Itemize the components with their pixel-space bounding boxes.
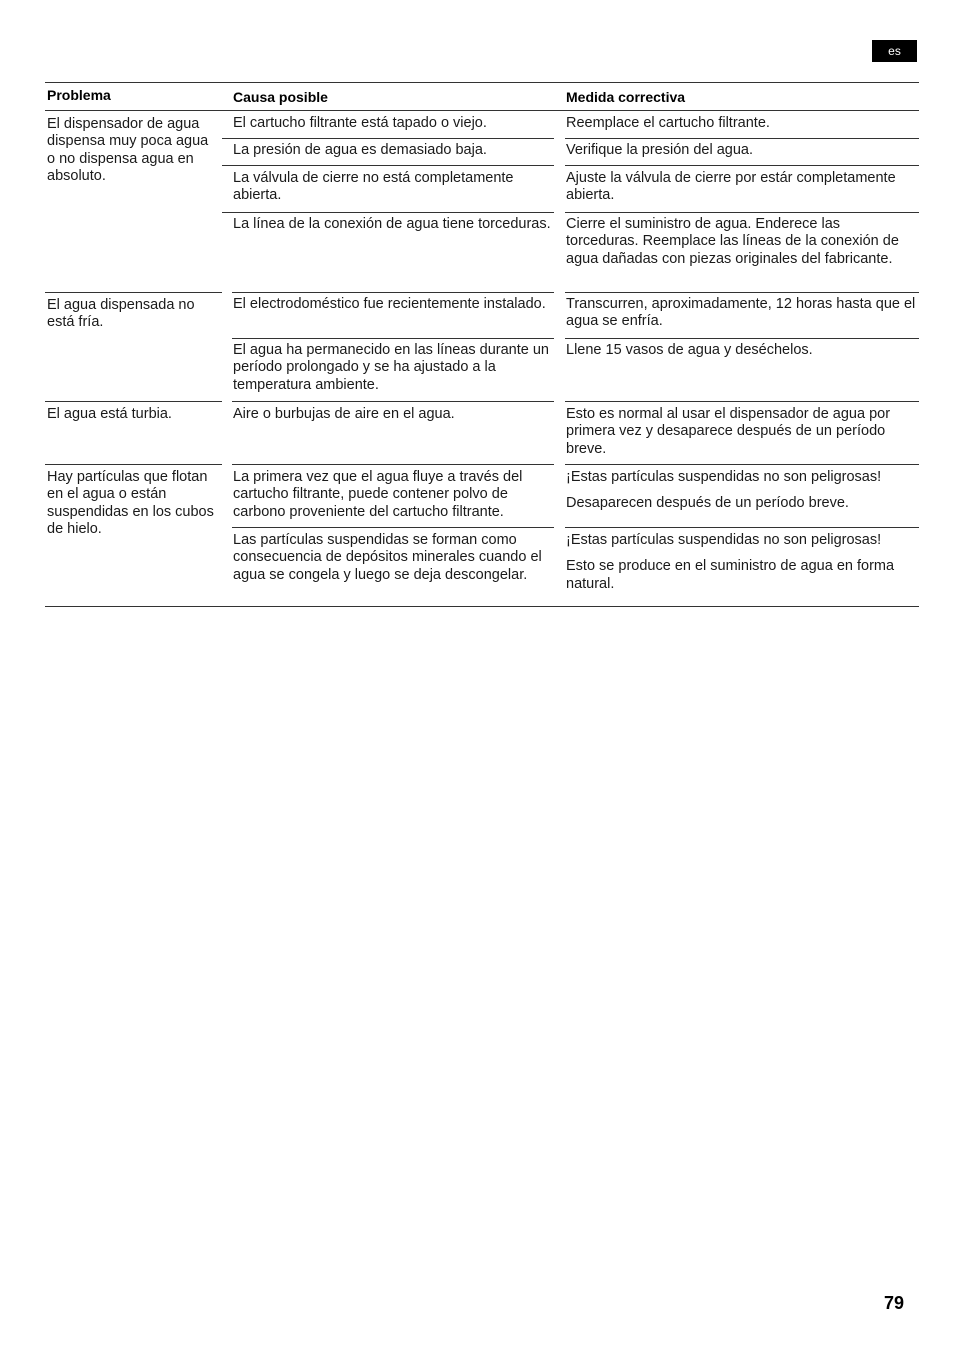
group-rule: [45, 401, 222, 402]
remedy-cell: Transcurren, aproximadamente, 12 horas hasta que el agua se enfría.: [566, 296, 916, 330]
remedy-cell: Reemplace el cartucho filtrante.: [566, 115, 770, 131]
page-number: 79: [884, 1293, 905, 1313]
remedy-paragraph: ¡Estas partículas suspendidas no son peligrosas!: [566, 469, 882, 485]
table-top-rule: [45, 82, 919, 83]
header-cause: Causa posible: [233, 89, 328, 105]
row-rule: [232, 527, 554, 528]
cause-cell: Las partículas suspendidas se forman como consecuencia de depósitos minerales cuando el agua se congela y luego se deja descongelar.: [233, 532, 542, 583]
row-rule: [232, 338, 554, 339]
problem-cell: Hay partículas que flotan en el agua o están suspendidas en los cubos de hielo.: [47, 469, 214, 538]
group-rule: [45, 464, 222, 465]
cause-cell: La válvula de cierre no está completamente abierta.: [233, 170, 514, 204]
remedy-paragraph: ¡Estas partículas suspendidas no son peligrosas!: [566, 532, 882, 548]
remedy-cell: Verifique la presión del agua.: [566, 142, 754, 158]
group-rule: [232, 401, 554, 402]
header-rule: [45, 110, 919, 111]
cause-cell: Aire o burbujas de aire en el agua.: [233, 406, 455, 422]
row-rule: [565, 138, 919, 139]
remedy-paragraph: Desaparecen después de un período breve.: [566, 495, 849, 512]
header-remedy: Medida correctiva: [566, 89, 686, 105]
row-rule: [222, 165, 554, 166]
cause-cell: El cartucho filtrante está tapado o viejo.: [233, 115, 487, 131]
problem-cell: El agua está turbia.: [47, 406, 172, 422]
cause-cell: La primera vez que el agua fluye a través del cartucho filtrante, puede contener polvo de carbono proveniente del cartucho filtrante.: [233, 469, 523, 520]
row-rule: [222, 212, 554, 213]
header-problem: Problema: [47, 87, 111, 103]
remedy-cell: [566, 469, 918, 513]
row-rule: [565, 527, 919, 528]
cause-cell: La presión de agua es demasiado baja.: [233, 142, 487, 158]
remedy-cell: Cierre el suministro de agua. Enderece las torceduras. Reemplace las líneas de la conexión de agua dañadas con piezas originales del fabricante.: [566, 216, 899, 267]
group-rule: [565, 464, 919, 465]
group-rule: [565, 292, 919, 293]
group-rule: [565, 401, 919, 402]
row-rule: [565, 165, 919, 166]
language-badge: es: [872, 40, 917, 62]
group-rule: [232, 292, 554, 293]
remedy-cell: Ajuste la válvula de cierre por estár completamente abierta.: [566, 170, 896, 204]
remedy-cell: [566, 532, 918, 593]
remedy-paragraph: Esto se produce en el suministro de agua en forma natural.: [566, 558, 895, 592]
cause-cell: El electrodoméstico fue recientemente instalado.: [233, 296, 546, 312]
group-rule: [232, 464, 554, 465]
remedy-cell: Llene 15 vasos de agua y deséchelos.: [566, 342, 813, 358]
table-bottom-rule: [45, 606, 919, 607]
problem-cell: El dispensador de agua dispensa muy poca agua o no dispensa agua en absoluto.: [47, 116, 209, 185]
problem-cell: El agua dispensada no está fría.: [47, 297, 195, 331]
row-rule: [565, 338, 919, 339]
cause-cell: La línea de la conexión de agua tiene torceduras.: [233, 216, 551, 232]
group-rule: [45, 292, 222, 293]
row-rule: [565, 212, 919, 213]
remedy-cell: Esto es normal al usar el dispensador de agua por primera vez y desaparece después de un período breve.: [566, 406, 891, 457]
row-rule: [222, 138, 554, 139]
cause-cell: El agua ha permanecido en las líneas durante un período prolongado y se ha ajustado a la temperatura ambiente.: [233, 342, 549, 393]
